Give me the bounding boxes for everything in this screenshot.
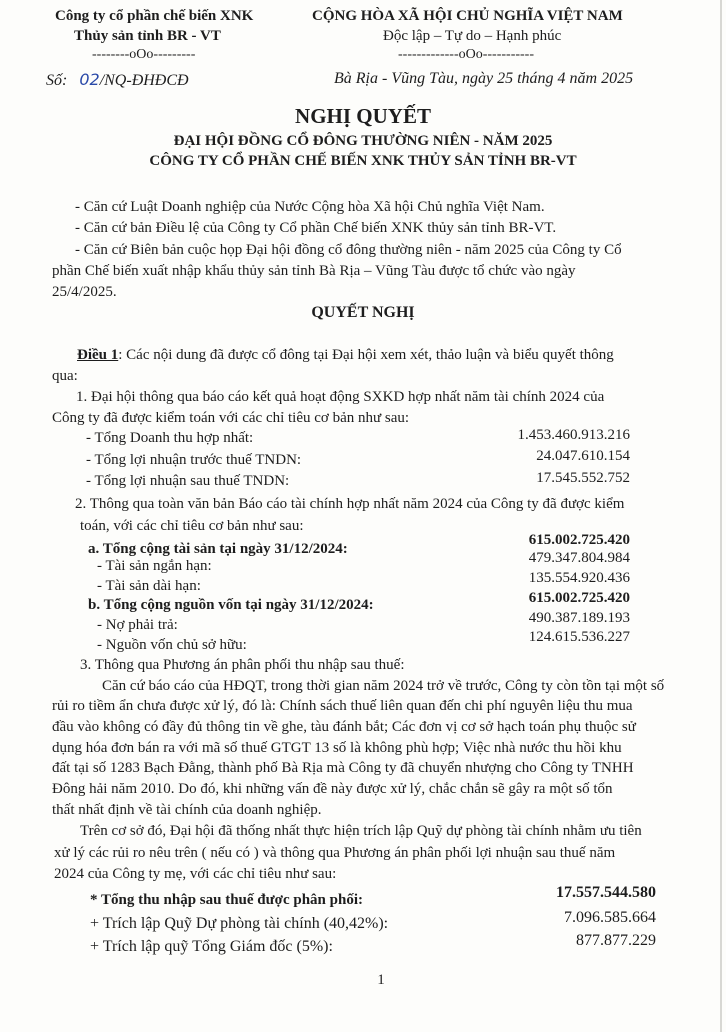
assets-total-value: 615.002.725.420: [528, 532, 630, 548]
assets-total-label: a. Tổng cộng tài sản tại ngày 31/12/2024:: [88, 541, 348, 557]
para1-line: Đông hải năm 2010. Do đó, khi những vấn đề này được xử lý, chắc chắn sẽ gây ra một số tổn: [52, 781, 613, 797]
company-name-line2: Thủy sản tỉnh BR - VT: [74, 28, 221, 44]
basis-2: - Căn cứ bản Điều lệ của Công ty Cổ phần Chế biến XNK thủy sản tỉnh BR-VT.: [75, 220, 557, 236]
distribution-row-label: + Trích lập quỹ Tổng Giám đốc (5%):: [90, 938, 333, 955]
assets-row-label: - Tài sản ngắn hạn:: [97, 558, 212, 574]
item1-row-value: 1.453.460.913.216: [517, 427, 630, 443]
item1-line2: Công ty đã được kiểm toán với các chỉ tiêu cơ bản như sau:: [52, 410, 410, 426]
basis-3-line3: 25/4/2025.: [52, 284, 117, 300]
item2-line1: 2. Thông qua toàn văn bản Báo cáo tài chính hợp nhất năm 2024 của Công ty đã được kiểm: [75, 496, 625, 512]
distribution-row-value: 7.096.585.664: [564, 909, 656, 926]
assets-row-value: 479.347.804.984: [528, 550, 630, 566]
item1-row-value: 24.047.610.154: [536, 448, 630, 464]
item1-row-value: 17.545.552.752: [536, 470, 630, 486]
capital-total-value: 615.002.725.420: [528, 590, 630, 606]
para2-line: xử lý các rủi ro nêu trên ( nếu có ) và thông qua Phương án phân phối lợi nhuận sau thuế năm: [54, 845, 616, 861]
basis-1: - Căn cứ Luật Doanh nghiệp của Nước Cộng hòa Xã hội Chủ nghĩa Việt Nam.: [75, 199, 545, 215]
page-number: 1: [377, 972, 385, 988]
para1-line: đất tại số 1283 Bạch Đằng, thành phố Bà Rịa mà Công ty đã chuyển nhượng cho Công ty TNHH: [52, 760, 634, 776]
motto-separator: -------------oOo-----------: [398, 47, 535, 62]
distribution-row-value: 877.877.229: [576, 932, 656, 949]
basis-3-line1: - Căn cứ Biên bản cuộc họp Đại hội đồng cổ đông thường niên - năm 2025 của Công ty Cổ: [75, 242, 622, 258]
company-separator: --------oOo---------: [92, 47, 196, 62]
para1-line: rủi ro tiềm ẩn chưa được xử lý, đó là: Chính sách thuế liên quan đến chi phí nguyên liệu thu mua: [52, 698, 633, 714]
place-date: Bà Rịa - Vũng Tàu, ngày 25 tháng 4 năm 2025: [334, 70, 634, 87]
article1-intro-text: : Các nội dung đã được cổ đông tại Đại hội xem xét, thảo luận và biểu quyết thông: [118, 347, 614, 363]
para2-line: Trên cơ sở đó, Đại hội đã thống nhất thực hiện trích lập Quỹ dự phòng tài chính nhằm ưu tiên: [80, 823, 642, 839]
distribution-total-value: 17.557.544.580: [556, 884, 656, 901]
article1-intro: [77, 347, 614, 364]
item2-line2: toán, với các chỉ tiêu cơ bản như sau:: [80, 518, 304, 534]
article1-label: Điều 1: [77, 347, 119, 363]
motto: Độc lập – Tự do – Hạnh phúc: [383, 28, 562, 44]
company-full-title: CÔNG TY CỔ PHẦN CHẾ BIẾN XNK THỦY SẢN TỈNH BR-VT: [149, 153, 577, 169]
number-prefix: Số:: [46, 72, 68, 89]
capital-total-label: b. Tổng cộng nguồn vốn tại ngày 31/12/2024:: [88, 597, 374, 613]
assets-row-label: - Tài sản dài hạn:: [97, 578, 201, 594]
para2-line: 2024 của Công ty mẹ, với các chỉ tiêu như sau:: [54, 866, 337, 882]
capital-row-label: - Nợ phải trả:: [97, 617, 178, 633]
item1-line1: 1. Đại hội thông qua báo cáo kết quả hoạt động SXKD hợp nhất năm tài chính 2024 của: [76, 389, 605, 405]
capital-row-value: 490.387.189.193: [528, 610, 630, 626]
document-number: [46, 70, 189, 90]
number-suffix: /NQ-ĐHĐCĐ: [99, 72, 189, 89]
assets-row-value: 135.554.920.436: [528, 570, 630, 586]
item1-row-label: - Tổng lợi nhuận sau thuế TNDN:: [86, 473, 290, 489]
para1-line: đầu vào không có đầy đủ thông tin về ghe, tàu đánh bắt; Các đơn vị cơ sở hạch toán phụ thuộc sử: [52, 719, 636, 735]
item1-row-label: - Tổng lợi nhuận trước thuế TNDN:: [86, 452, 302, 468]
item3-heading: 3. Thông qua Phương án phân phối thu nhập sau thuế:: [80, 657, 405, 673]
scan-edge: [720, 0, 722, 1032]
distribution-total-label: * Tổng thu nhập sau thuế được phân phối:: [90, 892, 363, 908]
handwritten-number: 02: [79, 70, 100, 89]
republic-title: CỘNG HÒA XÃ HỘI CHỦ NGHĨA VIỆT NAM: [312, 8, 623, 24]
article1-intro-cont: qua:: [52, 368, 78, 384]
capital-row-label: - Nguồn vốn chủ sở hữu:: [97, 637, 247, 653]
company-name-line1: Công ty cổ phần chế biến XNK: [55, 8, 254, 24]
document-title: NGHỊ QUYẾT: [295, 104, 431, 128]
distribution-row-label: + Trích lập Quỹ Dự phòng tài chính (40,42%):: [90, 915, 389, 932]
para1-line: thất nhất định về tài chính của doanh nghiệp.: [52, 802, 322, 818]
para1-line: dụng hóa đơn bán ra với mã số thuế GTGT 13 số là không phù hợp; Việc nhà nước thu hồi khu: [52, 740, 622, 756]
meeting-title: ĐẠI HỘI ĐỒNG CỔ ĐÔNG THƯỜNG NIÊN - NĂM 2025: [173, 133, 553, 149]
item1-row-label: - Tổng Doanh thu hợp nhất:: [86, 430, 254, 446]
basis-3-line2: phần Chế biến xuất nhập khẩu thủy sản tỉnh Bà Rịa – Vũng Tàu được tổ chức vào ngày: [52, 263, 576, 279]
capital-row-value: 124.615.536.227: [528, 629, 630, 645]
resolution-heading: QUYẾT NGHỊ: [311, 304, 415, 321]
para1-line: Căn cứ báo cáo của HĐQT, trong thời gian năm 2024 trở về trước, Công ty còn tồn tại một số: [102, 678, 665, 694]
